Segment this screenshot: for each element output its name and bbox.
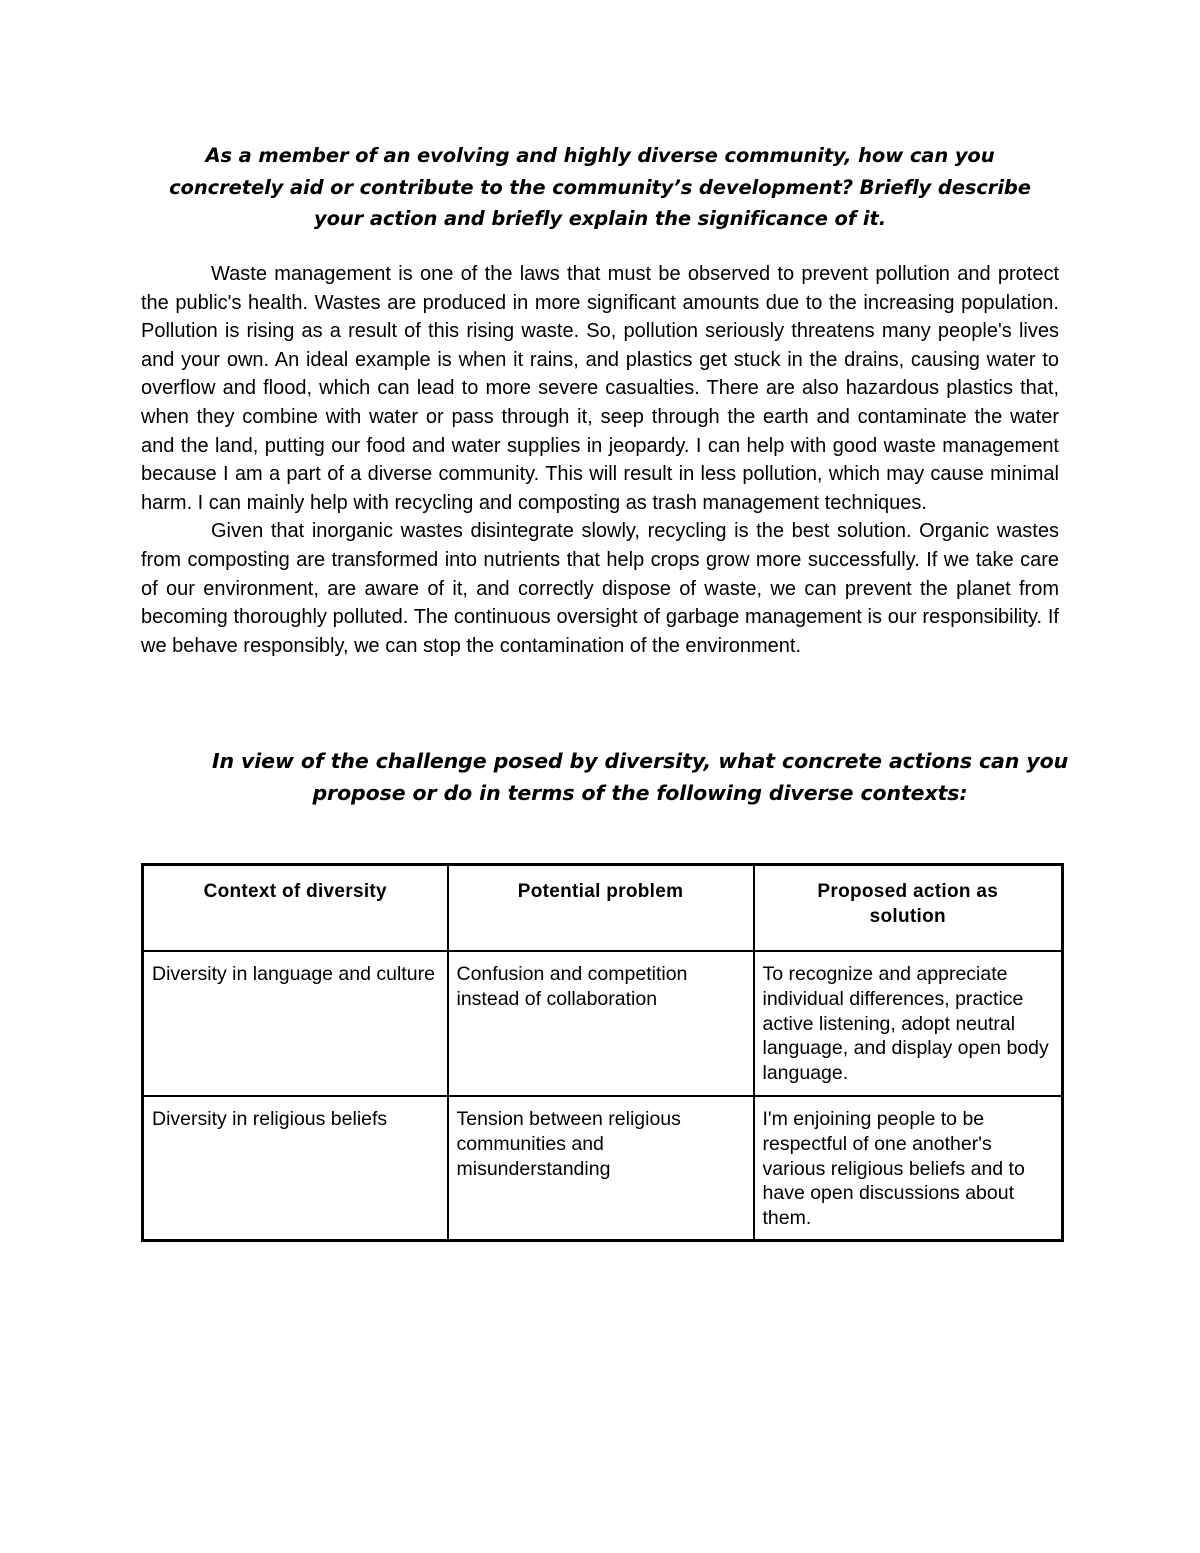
problem-cell: Tension between religious communities and misunderstanding [448,1096,754,1240]
question-2-heading [180,746,1100,809]
header-proposed-action: Proposed action as solution [754,865,1063,952]
question-1-line: your action and briefly explain the significance of it. [313,207,887,230]
question-1-line: concretely aid or contribute to the community’s development? Briefly describe [169,175,1031,199]
essay-answer [141,260,1059,660]
table-row [143,1096,1063,1240]
table-row [143,951,1063,1096]
question-2-line: propose or do in terms of the following diverse contexts: [312,780,968,805]
question-2-line: In view of the challenge posed by diversity, what concrete actions can you [211,749,1069,773]
solution-cell: To recognize and appreciate individual differences, practice active listening, adopt neutral language, and display open body language. [754,951,1063,1096]
essay-paragraph: Given that inorganic wastes disintegrate slowly, recycling is the best solution. Organic wastes from composting are transformed into nutrients that help crops grow more successfully. If we take care of our environment, are aware of it, and correctly dispose of waste, we can prevent the planet from becoming thoroughly polluted. The continuous oversight of garbage management is our responsibility. If we behave responsibly, we can stop the contamination of the environment. [141,520,1059,657]
question-1-heading [140,140,1060,235]
solution-cell: I'm enjoining people to be respectful of one another's various religious beliefs and to have open discussions about them. [754,1096,1063,1240]
problem-cell: Confusion and competition instead of collaboration [448,951,754,1096]
diversity-table [141,863,1064,1242]
header-potential-problem: Potential problem [448,865,754,952]
essay-paragraph: Waste management is one of the laws that must be observed to prevent pollution and protect the public's health. Wastes are produced in more significant amounts due to the increasing population. Pollution is rising as a result of this rising waste. So, pollution seriously threatens many people's lives and your own. An ideal example is when it rains, and plastics get stuck in the drains, causing water to overflow and flood, which can lead to more severe casualties. There are also hazardous plastics that, when they combine with water or pass through it, seep through the earth and contaminate the water and the land, putting our food and water supplies in jeopardy. I can help with good waste management because I am a part of a diverse community. This will result in less pollution, which may cause minimal harm. I can mainly help with recycling and composting as trash management techniques. [141,263,1059,514]
context-cell: Diversity in language and culture [143,951,448,1096]
header-context-of-diversity: Context of diversity [143,865,448,952]
question-1-line: As a member of an evolving and highly diverse community, how can you [205,144,995,167]
table-header-row [143,865,1063,952]
context-cell: Diversity in religious beliefs [143,1096,448,1240]
